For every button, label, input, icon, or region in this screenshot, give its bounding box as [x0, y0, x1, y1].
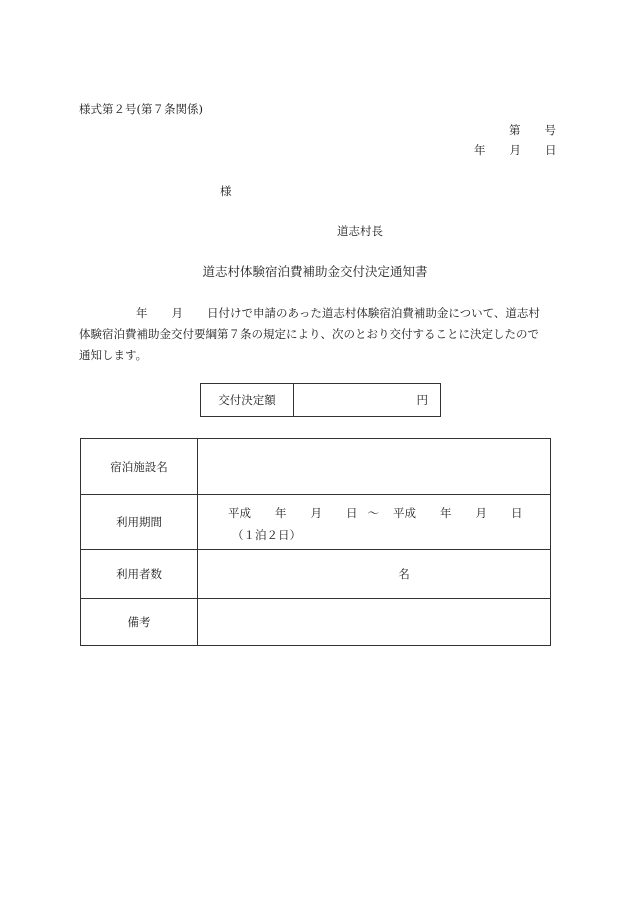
date-day-label: 日 [545, 143, 557, 157]
table-row [81, 495, 551, 550]
grant-amount-label: 交付決定額 [201, 384, 294, 416]
body-text [79, 303, 559, 366]
period-day-1: 日 [346, 506, 358, 520]
grant-amount-field[interactable] [294, 384, 440, 416]
table-row [81, 439, 551, 495]
issue-date [474, 142, 557, 158]
body-line-1 [79, 303, 559, 324]
ref-dai-label: 第 [509, 123, 521, 137]
period-note: （１泊２日） [232, 528, 301, 542]
table-row [81, 599, 551, 646]
users-unit: 名 [398, 567, 410, 581]
reference-number [509, 122, 556, 138]
period-year-2: 年 [440, 506, 452, 520]
facility-field[interactable] [198, 439, 551, 495]
period-month-1: 月 [310, 506, 322, 520]
body-line-1-rest: 日付けで申請のあった道志村体験宿泊費補助金について、道志村 [207, 306, 540, 320]
period-tilde: ～ [367, 506, 379, 520]
period-day-2: 日 [511, 506, 523, 520]
period-era-end: 平成 [393, 506, 416, 520]
ref-go-label: 号 [544, 123, 556, 137]
table-row [81, 550, 551, 599]
form-number: 様式第２号(第７条関係) [79, 102, 203, 116]
info-table [80, 438, 551, 646]
users-label: 利用者数 [81, 550, 198, 599]
date-year-label: 年 [474, 143, 486, 157]
remarks-label: 備考 [81, 599, 198, 646]
period-label: 利用期間 [81, 495, 198, 550]
body-line-3: 通知します。 [79, 348, 148, 362]
date-month-label: 月 [509, 143, 521, 157]
body-line-2: 体験宿泊費補助金交付要綱第７条の規定により、次のとおり交付することに決定したので [79, 327, 539, 341]
body-year: 年 [136, 306, 148, 320]
issuer-name: 道志村長 [337, 224, 383, 238]
period-month-2: 月 [475, 506, 487, 520]
body-month: 月 [171, 306, 183, 320]
recipient-suffix: 様 [220, 184, 232, 198]
users-field[interactable] [198, 550, 551, 599]
grant-amount-unit: 円 [416, 393, 428, 407]
period-year-1: 年 [275, 506, 287, 520]
document-title: 道志村体験宿泊費補助金交付決定通知書 [202, 264, 428, 279]
facility-label: 宿泊施設名 [81, 439, 198, 495]
period-dates [198, 495, 550, 521]
period-field[interactable] [198, 495, 551, 550]
period-era-start: 平成 [228, 506, 251, 520]
grant-amount-box [200, 383, 441, 417]
remarks-field[interactable] [198, 599, 551, 646]
